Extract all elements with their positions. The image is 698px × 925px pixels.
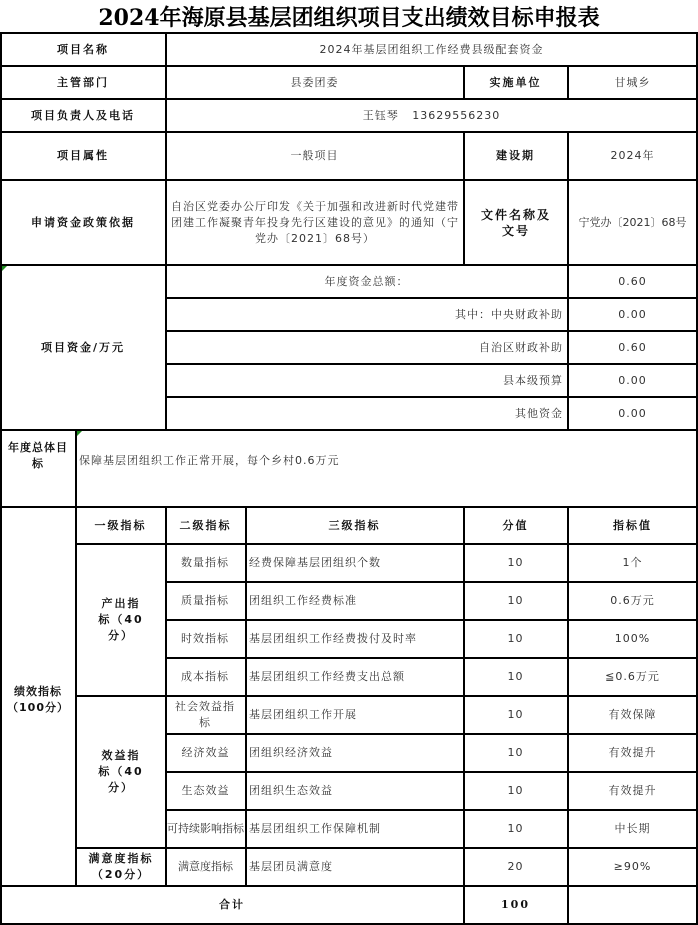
funds-total-value[interactable]: 0.60 [618, 274, 647, 288]
row1-score[interactable]: 10 [507, 556, 524, 569]
policy-value[interactable]: 自治区党委办公厅印发《关于加强和改进新时代党建带团建工作凝聚青年投身先行区建设的意见》的通知（宁党办〔2021〕68号） [171, 199, 459, 245]
row3-level3[interactable]: 基层团组织工作经费拨付及时率 [249, 632, 417, 645]
row5-target[interactable]: 有效保障 [608, 708, 657, 721]
doc-value[interactable]: 宁党办〔2021〕68号 [578, 215, 687, 229]
contact-label: 项目负责人及电话 [31, 108, 135, 122]
total-score: 100 [501, 898, 530, 911]
header-level2: 二级指标 [179, 518, 232, 532]
row6-target[interactable]: 有效提升 [608, 746, 657, 759]
dept-value[interactable]: 县委团委 [290, 75, 339, 89]
row1-target[interactable]: 1个 [622, 556, 643, 569]
attr-value[interactable]: 一般项目 [290, 149, 339, 162]
row2-score[interactable]: 10 [507, 594, 524, 607]
impl-unit-value[interactable]: 甘城乡 [614, 75, 651, 89]
total-label: 合计 [219, 898, 245, 911]
funds-county-label: 县本级预算 [503, 373, 563, 387]
annual-goal-value[interactable]: 保障基层团组织工作正常开展，每个乡村0.6万元 [79, 454, 340, 467]
row9-target[interactable]: ≥90% [613, 860, 652, 873]
period-label: 建设期 [496, 149, 535, 162]
header-level1: 一级指标 [94, 518, 147, 532]
project-name-label: 项目名称 [57, 42, 109, 56]
row2-target[interactable]: 0.6万元 [610, 594, 655, 607]
annual-goal-label: 年度总体目标 [8, 441, 68, 470]
row9-score[interactable]: 20 [507, 860, 524, 873]
row3-score[interactable]: 10 [507, 632, 524, 645]
row9-level3[interactable]: 基层团员满意度 [249, 860, 333, 873]
row3-level2: 时效指标 [181, 632, 229, 645]
group-output: 产出指标（40分） [98, 597, 144, 642]
funds-central-label: 其中：中央财政补助 [455, 307, 563, 321]
row2-level2: 质量指标 [181, 594, 229, 607]
row4-target[interactable]: ≦0.6万元 [605, 670, 660, 683]
group-benefit: 效益指标（40分） [98, 749, 144, 794]
cell-marker-icon [77, 431, 82, 436]
row7-level2: 生态效益 [181, 784, 230, 797]
row6-score[interactable]: 10 [507, 746, 524, 759]
cell-marker-icon [2, 266, 7, 271]
row4-score[interactable]: 10 [507, 670, 524, 683]
row8-level2: 可持续影响指标 [167, 822, 244, 835]
row6-level2: 经济效益 [181, 746, 230, 759]
row7-score[interactable]: 10 [507, 784, 524, 797]
funds-other-value[interactable]: 0.00 [618, 406, 647, 420]
header-level3: 三级指标 [328, 518, 381, 532]
funds-region-label: 自治区财政补助 [479, 340, 563, 354]
row6-level3[interactable]: 团组织经济效益 [249, 746, 333, 759]
performance-label: 绩效指标（100分） [7, 685, 69, 714]
attr-label: 项目属性 [57, 149, 109, 162]
row1-level2: 数量指标 [181, 556, 229, 569]
row5-level3[interactable]: 基层团组织工作开展 [249, 708, 357, 721]
row8-target[interactable]: 中长期 [614, 822, 651, 835]
header-score: 分值 [502, 518, 529, 532]
row4-level2: 成本指标 [181, 670, 229, 683]
policy-label: 申请资金政策依据 [31, 215, 135, 229]
row4-level3[interactable]: 基层团组织工作经费支出总额 [249, 670, 405, 683]
funds-label: 项目资金/万元 [40, 340, 126, 354]
row8-score[interactable]: 10 [507, 822, 524, 835]
row3-target[interactable]: 100% [614, 632, 651, 645]
funds-other-label: 其他资金 [515, 406, 563, 420]
row5-score[interactable]: 10 [507, 708, 524, 721]
row2-level3[interactable]: 团组织工作经费标准 [249, 594, 357, 607]
row5-level2: 社会效益指标 [175, 700, 235, 729]
funds-region-value[interactable]: 0.60 [618, 340, 647, 354]
funds-central-value[interactable]: 0.00 [618, 307, 647, 321]
funds-total-label: 年度资金总额： [324, 274, 409, 288]
funds-county-value[interactable]: 0.00 [618, 373, 647, 387]
row7-target[interactable]: 有效提升 [608, 784, 657, 797]
period-value[interactable]: 2024年 [610, 149, 655, 162]
row8-level3[interactable]: 基层团组织工作保障机制 [249, 822, 381, 835]
row9-level2: 满意度指标 [178, 860, 233, 873]
total-target[interactable] [568, 886, 697, 924]
doc-label: 文件名称及文号 [480, 207, 551, 238]
impl-unit-label: 实施单位 [489, 75, 542, 89]
page-title: 2024年海原县基层团组织项目支出绩效目标申报表 [98, 5, 600, 31]
contact-value[interactable]: 王钰琴 13629556230 [362, 108, 501, 122]
row1-level3[interactable]: 经费保障基层团组织个数 [249, 556, 381, 569]
dept-label: 主管部门 [57, 75, 109, 89]
header-target: 指标值 [613, 518, 652, 532]
project-name-value[interactable]: 2024年基层团组织工作经费县级配套资金 [319, 42, 544, 56]
group-satisfaction: 满意度指标（20分） [88, 852, 154, 881]
row7-level3[interactable]: 团组织生态效益 [249, 784, 333, 797]
